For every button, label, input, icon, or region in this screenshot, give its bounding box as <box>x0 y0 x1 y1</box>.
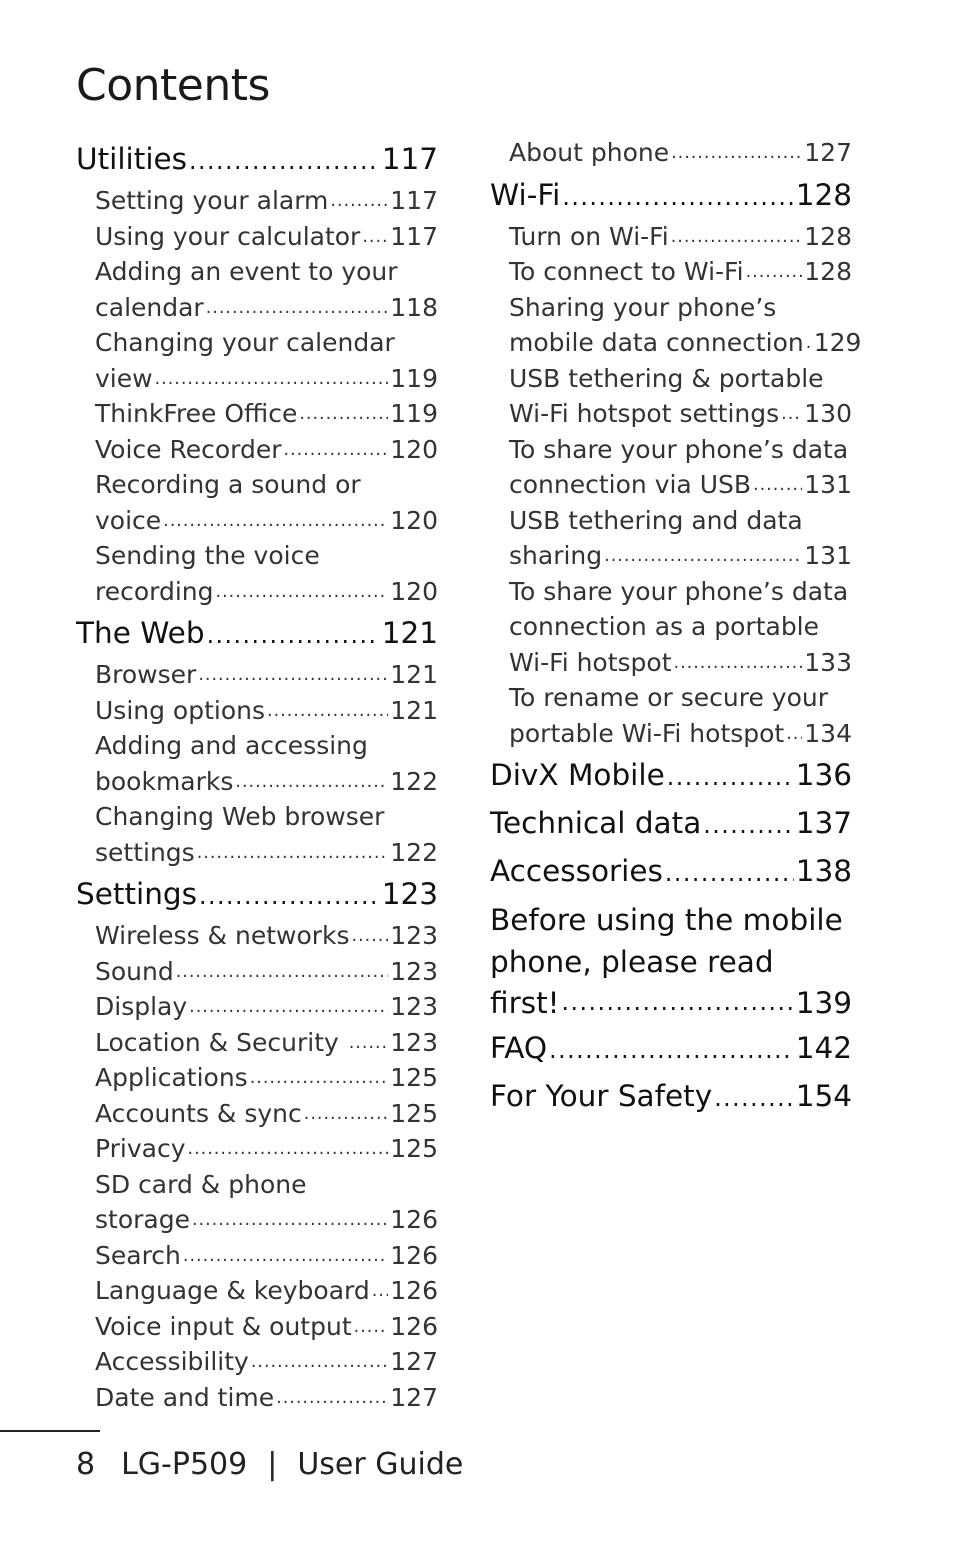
toc-entry-rename-secure-hotspot[interactable] <box>509 680 852 751</box>
toc-entry-setting-alarm[interactable] <box>95 183 438 219</box>
toc-entry-display[interactable] <box>95 989 438 1025</box>
toc-entry-search[interactable] <box>95 1238 438 1274</box>
toc-page: 137 <box>795 806 852 840</box>
toc-page: 125 <box>390 1134 438 1163</box>
toc-label: Turn on Wi-Fi <box>509 221 669 251</box>
leader-dots <box>189 999 388 1025</box>
toc-label: Location & Security <box>95 1027 347 1057</box>
toc-page: 122 <box>390 837 438 867</box>
toc-entry-accounts-sync[interactable] <box>95 1096 438 1132</box>
toc-entry-usb-tethering-data-sharing[interactable] <box>509 503 852 574</box>
toc-label: Wi-Fi <box>490 177 561 212</box>
leader-dots <box>349 1035 389 1061</box>
toc-entry-accessibility[interactable] <box>95 1344 438 1380</box>
toc-label: mobile data connection <box>509 328 804 357</box>
toc-label: Search <box>95 1240 181 1270</box>
toc-section-for-your-safety[interactable] <box>490 1072 852 1120</box>
toc-left-column <box>76 135 438 1415</box>
leader-dots <box>714 1087 794 1120</box>
toc-label-line: To share your phone’s data <box>509 434 849 464</box>
toc-page: 117 <box>390 221 438 251</box>
toc-page: 139 <box>795 986 852 1020</box>
toc-page: 123 <box>390 992 438 1021</box>
toc-page: 131 <box>804 470 852 499</box>
toc-label: Utilities <box>76 142 188 176</box>
leader-dots <box>189 150 380 183</box>
toc-page: 117 <box>390 186 438 215</box>
toc-page: 125 <box>390 1063 438 1092</box>
toc-label-line: Sending the voice <box>95 541 320 570</box>
toc-label: Wi-Fi hotspot settings <box>509 399 780 428</box>
leader-dots <box>267 703 388 729</box>
leader-dots <box>250 1070 389 1096</box>
toc-label: portable Wi-Fi hotspot <box>509 718 785 748</box>
leader-dots <box>199 885 380 918</box>
toc-entry-location-security[interactable] <box>95 1025 438 1061</box>
toc-page: 119 <box>390 363 438 393</box>
toc-page: 121 <box>390 695 438 725</box>
toc-label: view <box>95 363 153 393</box>
toc-page: 119 <box>390 399 438 428</box>
leader-dots <box>235 774 388 800</box>
toc-page: 128 <box>804 221 852 251</box>
page-title: Contents <box>76 60 270 111</box>
toc-label: Technical data <box>490 806 702 840</box>
toc-label-line: To rename or secure your <box>509 683 829 712</box>
toc-label: FAQ <box>490 1031 548 1065</box>
toc-section-utilities[interactable] <box>76 135 438 183</box>
leader-dots <box>276 1390 388 1416</box>
footer-rule <box>0 1430 100 1432</box>
toc-section-settings[interactable] <box>76 870 438 918</box>
page-footer <box>76 1443 463 1487</box>
leader-dots <box>604 548 802 574</box>
toc-section-divx-mobile[interactable] <box>490 751 852 799</box>
toc-entry-applications[interactable] <box>95 1060 438 1096</box>
toc-label-line: USB tethering & portable <box>509 363 824 393</box>
toc-entry-about-phone[interactable] <box>509 135 852 171</box>
toc-label: Accessories <box>490 854 663 888</box>
toc-entry-voice-input-output[interactable] <box>95 1309 438 1345</box>
toc-label: Applications <box>95 1063 248 1092</box>
toc-label: Display <box>95 992 188 1021</box>
toc-page: 134 <box>804 718 852 748</box>
toc-section-before-using[interactable] <box>490 899 852 1024</box>
leader-dots <box>354 1319 389 1345</box>
leader-dots <box>781 406 802 432</box>
toc-entry-turn-on-wifi[interactable] <box>509 219 852 255</box>
toc-entry-usb-tethering-hotspot-settings[interactable] <box>509 361 852 432</box>
toc-entry-calendar-view[interactable] <box>95 325 438 396</box>
toc-entry-sharing-mobile-data[interactable] <box>509 290 862 361</box>
leader-dots <box>198 667 388 693</box>
toc-page: 154 <box>795 1079 852 1113</box>
leader-dots <box>284 442 389 468</box>
toc-label: voice <box>95 505 162 535</box>
leader-dots <box>176 964 389 990</box>
toc-label: Wireless & networks <box>95 921 350 950</box>
toc-label: Setting your alarm <box>95 186 329 215</box>
toc-entry-share-portable-hotspot[interactable] <box>509 574 852 681</box>
toc-entry-sd-card-storage[interactable] <box>95 1167 438 1238</box>
toc-section-technical-data[interactable] <box>490 799 852 847</box>
toc-label-line: phone, please read <box>490 945 774 979</box>
toc-entry-voice-recorder[interactable] <box>95 432 438 468</box>
leader-dots <box>155 371 389 397</box>
leader-dots <box>362 229 388 255</box>
toc-label-line: Before using the mobile <box>490 903 843 937</box>
toc-page: 120 <box>390 434 438 464</box>
leader-dots <box>216 584 389 610</box>
toc-entry-browser[interactable] <box>95 657 438 693</box>
toc-entry-date-time[interactable] <box>95 1380 438 1416</box>
toc-label: For Your Safety <box>490 1079 713 1113</box>
toc-label: Settings <box>76 877 197 911</box>
toc-entry-share-via-usb[interactable] <box>509 432 852 503</box>
leader-dots <box>561 991 793 1024</box>
toc-page: 121 <box>381 616 438 650</box>
toc-page: 129 <box>813 328 862 357</box>
toc-section-the-web[interactable] <box>76 609 438 657</box>
toc-page: 117 <box>381 142 438 176</box>
toc-label-line: Recording a sound or <box>95 470 361 499</box>
toc-entry-bookmarks[interactable] <box>95 728 438 799</box>
leader-dots <box>786 726 802 752</box>
toc-right-column <box>490 135 862 1120</box>
leader-dots <box>330 193 388 219</box>
toc-page: 138 <box>795 854 852 888</box>
toc-page: 120 <box>390 576 438 606</box>
toc-section-faq[interactable] <box>490 1024 852 1072</box>
leader-dots <box>206 300 389 326</box>
toc-label-line: Sharing your phone’s <box>509 292 777 322</box>
toc-page: 123 <box>390 921 438 950</box>
toc-label: sharing <box>509 541 603 570</box>
toc-label: storage <box>95 1205 190 1234</box>
toc-label: Privacy <box>95 1134 186 1163</box>
toc-label: Wi-Fi hotspot <box>509 647 672 677</box>
leader-dots <box>665 862 794 895</box>
toc-entry-calendar-event[interactable] <box>95 254 438 325</box>
toc-page: 126 <box>390 1205 438 1234</box>
toc-label-line: Adding an event to your <box>95 257 398 286</box>
toc-entry-wireless[interactable] <box>95 918 438 954</box>
toc-label: bookmarks <box>95 766 234 796</box>
leader-dots <box>188 1141 389 1167</box>
leader-dots <box>549 1039 794 1072</box>
toc-page: 125 <box>390 1098 438 1128</box>
toc-page: 118 <box>390 292 438 322</box>
toc-page: 123 <box>390 956 438 986</box>
toc-label: first! <box>490 986 560 1020</box>
toc-entry-using-options[interactable] <box>95 693 438 729</box>
toc-page: 128 <box>804 257 852 286</box>
leader-dots <box>304 1106 389 1132</box>
toc-label-line: To share your phone’s data <box>509 576 849 606</box>
toc-entry-privacy[interactable] <box>95 1131 438 1167</box>
toc-page: 123 <box>381 877 438 911</box>
toc-page: 128 <box>795 177 852 212</box>
guide-name: User Guide <box>297 1447 464 1482</box>
footer-separator: | <box>267 1447 278 1482</box>
toc-entry-sending-recording[interactable] <box>95 538 438 609</box>
leader-dots <box>671 229 803 255</box>
toc-label: Sound <box>95 956 174 986</box>
leader-dots <box>192 1212 388 1238</box>
toc-page: 121 <box>390 660 438 689</box>
toc-label: Using your calculator <box>95 221 361 251</box>
toc-entry-connect-wifi[interactable] <box>509 254 852 290</box>
toc-page: 142 <box>795 1031 852 1065</box>
leader-dots <box>753 477 802 503</box>
toc-section-wifi[interactable] <box>490 171 852 219</box>
toc-page: 120 <box>390 505 438 535</box>
toc-page: 122 <box>390 766 438 796</box>
toc-entry-calculator[interactable] <box>95 219 438 255</box>
leader-dots <box>352 928 389 954</box>
toc-label: Date and time <box>95 1382 275 1412</box>
toc-page: 127 <box>390 1382 438 1412</box>
toc-entry-recording-sound[interactable] <box>95 467 438 538</box>
toc-label: The Web <box>76 616 205 650</box>
toc-page: 126 <box>390 1276 438 1305</box>
toc-page: 131 <box>804 541 852 570</box>
toc-label: Using options <box>95 695 266 725</box>
toc-page: 130 <box>804 399 852 428</box>
toc-entry-language-keyboard[interactable] <box>95 1273 438 1309</box>
leader-dots <box>197 845 389 871</box>
leader-dots <box>671 145 802 171</box>
toc-label-line: SD card & phone <box>95 1169 307 1199</box>
leader-dots <box>251 1354 388 1380</box>
toc-page: 136 <box>795 758 852 792</box>
toc-label-line: Changing Web browser <box>95 802 385 831</box>
toc-page: 133 <box>804 647 852 677</box>
toc-label: Voice input & output <box>95 1311 352 1341</box>
toc-entry-sound[interactable] <box>95 954 438 990</box>
toc-page: 123 <box>390 1027 438 1057</box>
toc-label-line: Changing your calendar <box>95 328 395 357</box>
leader-dots <box>163 513 388 539</box>
leader-dots <box>183 1248 388 1274</box>
toc-label: connection via USB <box>509 470 752 499</box>
leader-dots <box>562 186 793 219</box>
toc-label: Accounts & sync <box>95 1098 302 1128</box>
toc-entry-thinkfree[interactable] <box>95 396 438 432</box>
toc-section-accessories[interactable] <box>490 847 852 895</box>
toc-page: 127 <box>390 1347 438 1376</box>
toc-label: Language & keyboard <box>95 1276 370 1305</box>
toc-label: DivX Mobile <box>490 758 665 792</box>
toc-label: recording <box>95 576 214 606</box>
toc-label: ThinkFree Office <box>95 399 298 428</box>
toc-label: Voice Recorder <box>95 434 282 464</box>
leader-dots <box>674 655 803 681</box>
toc-label: settings <box>95 837 195 867</box>
toc-label-line: connection as a portable <box>509 612 820 641</box>
toc-label: Accessibility <box>95 1347 249 1376</box>
toc-entry-browser-settings[interactable] <box>95 799 438 870</box>
toc-label: About phone <box>509 138 670 167</box>
toc-page: 126 <box>390 1240 438 1270</box>
toc-label: Browser <box>95 660 197 689</box>
page-number: 8 <box>76 1447 96 1482</box>
leader-dots <box>207 624 380 657</box>
leader-dots <box>667 766 794 799</box>
leader-dots <box>746 264 803 290</box>
toc-label: To connect to Wi-Fi <box>509 257 744 286</box>
leader-dots <box>806 335 812 361</box>
toc-page: 127 <box>804 138 852 167</box>
toc-label-line: Adding and accessing <box>95 731 368 760</box>
toc-label: calendar <box>95 292 204 322</box>
leader-dots <box>372 1283 389 1309</box>
model-name: LG-P509 <box>121 1447 248 1482</box>
leader-dots <box>299 406 388 432</box>
toc-page: 126 <box>390 1311 438 1341</box>
toc-label-line: USB tethering and data <box>509 505 803 535</box>
leader-dots <box>703 814 793 847</box>
